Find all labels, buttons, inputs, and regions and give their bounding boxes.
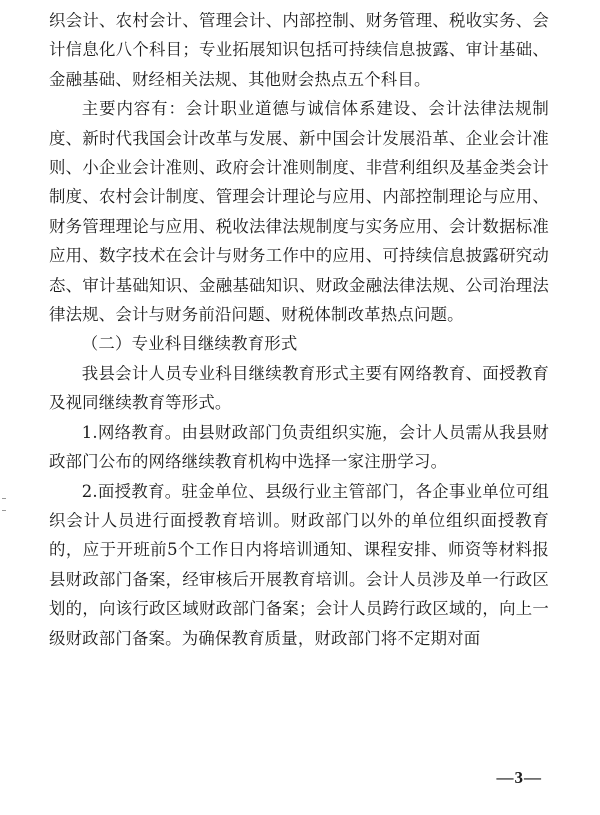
paragraph-3: 我县会计人员专业科目继续教育形式主要有网络教育、面授教育及视同继续教育等形式。	[49, 363, 549, 413]
paragraph-5: 2.面授教育。驻金单位、县级行业主管部门，各企事业单位可组织会计人员进行面授教育培训。财政部门以外的单位组织面授教育的，应于开班前5个工作日内将培训通知、课程安排、师资等材料报县财政部门备案，经审核后开展教育培训。会计人员涉及单一行政区划的，向该行政区域财政部门备案；会计人员跨行政区域的，向上一级财政部门备案。为确保教育质量，财政部门将不定期对面	[49, 481, 549, 648]
body-text	[49, 6, 549, 653]
scan-mark	[2, 510, 6, 511]
page-number: —3—	[496, 768, 542, 787]
paragraph-4: 1.网络教育。由县财政部门负责组织实施，会计人员需从我县财政部门公布的网络继续教育机构中选择一家注册学习。	[49, 422, 549, 472]
scan-mark	[2, 498, 6, 499]
paragraph-1: 织会计、农村会计、管理会计、内部控制、财务管理、税收实务、会计信息化八个科目；专业拓展知识包括可持续信息披露、审计基础、金融基础、财经相关法规、其他财会热点五个科目。	[49, 11, 549, 89]
paragraph-2: 主要内容有：会计职业道德与诚信体系建设、会计法律法规制度、新时代我国会计改革与发展、新中国会计发展沿革、企业会计准则、小企业会计准则、政府会计准则制度、非营利组织及基金类会计制度、农村会计制度、管理会计理论与应用、内部控制理论与应用、财务管理理论与应用、税收法律法规制度与实务应用、会计数据标准应用、数字技术在会计与财务工作中的应用、可持续信息披露研究动态、审计基础知识、金融基础知识、财政金融法律法规、公司治理法律法规、会计与财务前沿问题、财税体制改革热点问题。	[49, 99, 549, 325]
section-heading: （二）专业科目继续教育形式	[81, 334, 298, 354]
